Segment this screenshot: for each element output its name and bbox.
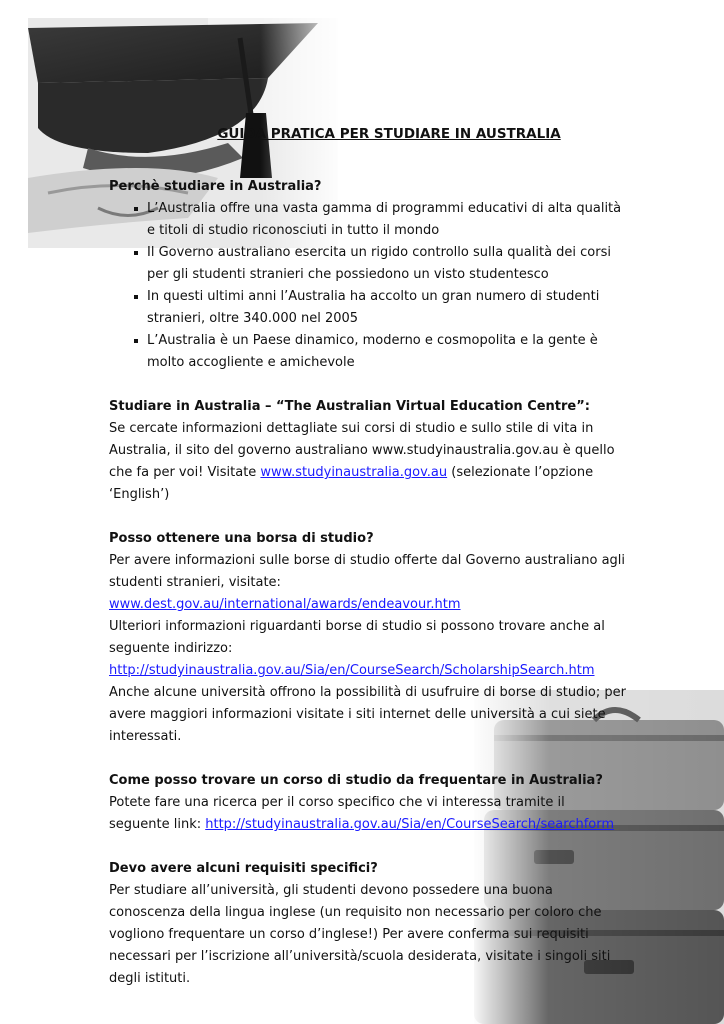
bullet-list (109, 198, 629, 374)
paragraph (109, 792, 629, 836)
section-course-search (109, 770, 629, 836)
section-heading: Perchè studiare in Australia? (109, 179, 322, 194)
paragraph (109, 550, 629, 616)
section-heading: Devo avere alcuni requisiti specifici? (109, 861, 378, 876)
paragraph-text: (selezionate l’opzione ‘English’) (109, 465, 594, 502)
section-scholarships (109, 528, 629, 748)
studyinaustralia-link[interactable]: www.studyinaustralia.gov.au (260, 465, 448, 480)
paragraph (109, 660, 629, 682)
section-why-study (109, 176, 629, 374)
paragraph-text: Per avere informazioni sulle borse di studio offerte dal Governo australiano agli studenti stranieri, visitate: (109, 553, 626, 590)
section-heading: Come posso trovare un corso di studio da frequentare in Australia? (109, 773, 603, 788)
document-title: GUIDA PRATICA PER STUDIARE IN AUSTRALIA (217, 126, 561, 142)
list-item: Il Governo australiano esercita un rigido controllo sulla qualità dei corsi per gli studenti stranieri che possiedono un visto studentesco (147, 242, 629, 286)
section-requirements (109, 858, 629, 990)
list-item: L’Australia è un Paese dinamico, moderno e cosmopolita e la gente è molto accogliente e amichevole (147, 330, 629, 374)
dest-awards-link[interactable]: www.dest.gov.au/international/awards/endeavour.htm (109, 597, 461, 612)
paragraph-text: Potete fare una ricerca per il corso specifico che vi interessa tramite il seguente link: (109, 795, 565, 832)
paragraph: Per studiare all’università, gli studenti devono possedere una buona conoscenza della lingua inglese (un requisito non necessario per coloro che vogliono frequentare un corso d’inglese!) Per avere conferma sui requisiti necessari per l’iscrizione all’università/scuola desiderata, visitate i singoli siti degli istituti. (109, 883, 611, 986)
list-item: In questi ultimi anni l’Australia ha accolto un gran numero di studenti stranieri, oltre 340.000 nel 2005 (147, 286, 629, 330)
paragraph (109, 418, 629, 506)
course-search-link[interactable]: http://studyinaustralia.gov.au/Sia/en/CourseSearch/searchform (205, 817, 615, 832)
section-heading: Studiare in Australia – “The Australian Virtual Education Centre”: (109, 399, 590, 414)
paragraph: Anche alcune università offrono la possibilità di usufruire di borse di studio; per avere maggiori informazioni visitate i siti internet delle università a cui siete interessati. (109, 685, 626, 744)
section-heading: Posso ottenere una borsa di studio? (109, 531, 374, 546)
list-item: L’Australia offre una vasta gamma di programmi educativi di alta qualità e titoli di studio riconosciuti in tutto il mondo (147, 198, 629, 242)
section-virtual-education-centre (109, 396, 629, 506)
scholarship-search-link[interactable]: http://studyinaustralia.gov.au/Sia/en/CourseSearch/ScholarshipSearch.htm (109, 663, 595, 678)
paragraph-text: Se cercate informazioni dettagliate sui corsi di studio e sullo stile di vita in Australia, il sito del governo australiano www.studyinaustralia.gov.au è quello che fa per voi! Visitate (109, 421, 615, 480)
paragraph: Ulteriori informazioni riguardanti borse di studio si possono trovare anche al seguente indirizzo: (109, 619, 605, 656)
